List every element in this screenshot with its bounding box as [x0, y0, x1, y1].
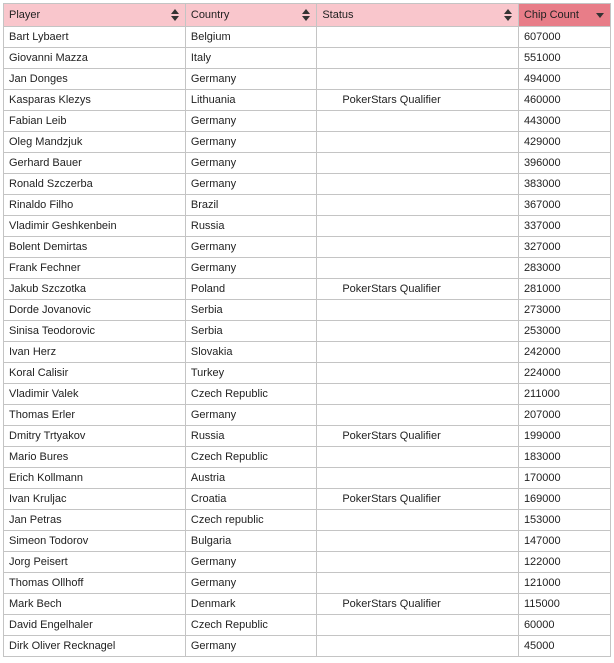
column-header-label: Status	[322, 9, 354, 21]
player-cell: Mark Bech	[4, 594, 186, 615]
player-cell: Jan Donges	[4, 69, 186, 90]
status-cell	[317, 342, 519, 363]
chip-count-cell: 153000	[518, 510, 610, 531]
country-cell: Germany	[185, 405, 316, 426]
player-cell: Thomas Ollhoff	[4, 573, 186, 594]
table-row	[4, 531, 611, 552]
chip-count-table-container	[3, 3, 611, 657]
table-row	[4, 405, 611, 426]
chip-count-cell: 273000	[518, 300, 610, 321]
player-cell: Vladimir Valek	[4, 384, 186, 405]
country-cell: Czech Republic	[185, 615, 316, 636]
status-cell	[317, 195, 519, 216]
table-row	[4, 27, 611, 48]
player-cell: Koral Calisir	[4, 363, 186, 384]
table-row	[4, 510, 611, 531]
country-cell: Germany	[185, 552, 316, 573]
chip-count-cell: 121000	[518, 573, 610, 594]
player-cell: Fabian Leib	[4, 111, 186, 132]
status-cell: PokerStars Qualifier	[317, 489, 519, 510]
country-cell: Germany	[185, 258, 316, 279]
country-cell: Germany	[185, 174, 316, 195]
country-cell: Czech Republic	[185, 384, 316, 405]
player-cell: Thomas Erler	[4, 405, 186, 426]
player-cell: Gerhard Bauer	[4, 153, 186, 174]
status-cell: PokerStars Qualifier	[317, 426, 519, 447]
table-row	[4, 90, 611, 111]
table-row	[4, 258, 611, 279]
table-row	[4, 153, 611, 174]
chip-count-cell: 242000	[518, 342, 610, 363]
table-row	[4, 594, 611, 615]
player-cell: Simeon Todorov	[4, 531, 186, 552]
player-cell: David Engelhaler	[4, 615, 186, 636]
status-cell: PokerStars Qualifier	[317, 279, 519, 300]
chip-count-cell: 337000	[518, 216, 610, 237]
status-cell	[317, 237, 519, 258]
status-cell: PokerStars Qualifier	[317, 594, 519, 615]
country-cell: Belgium	[185, 27, 316, 48]
chip-count-cell: 115000	[518, 594, 610, 615]
country-cell: Russia	[185, 426, 316, 447]
table-row	[4, 279, 611, 300]
sort-both-icon	[171, 9, 179, 21]
country-cell: Turkey	[185, 363, 316, 384]
chip-count-cell: 494000	[518, 69, 610, 90]
chip-count-cell: 551000	[518, 48, 610, 69]
table-row	[4, 342, 611, 363]
table-row	[4, 237, 611, 258]
country-cell: Brazil	[185, 195, 316, 216]
table-row	[4, 69, 611, 90]
player-cell: Rinaldo Filho	[4, 195, 186, 216]
country-cell: Austria	[185, 468, 316, 489]
country-cell: Slovakia	[185, 342, 316, 363]
chip-count-cell: 224000	[518, 363, 610, 384]
player-cell: Mario Bures	[4, 447, 186, 468]
player-cell: Erich Kollmann	[4, 468, 186, 489]
column-header-status[interactable]	[317, 4, 519, 27]
chip-count-cell: 443000	[518, 111, 610, 132]
table-row	[4, 426, 611, 447]
table-row	[4, 552, 611, 573]
status-cell	[317, 27, 519, 48]
country-cell: Croatia	[185, 489, 316, 510]
status-cell	[317, 69, 519, 90]
chip-count-cell: 281000	[518, 279, 610, 300]
table-row	[4, 216, 611, 237]
status-cell	[317, 153, 519, 174]
chip-count-cell: 283000	[518, 258, 610, 279]
country-cell: Italy	[185, 48, 316, 69]
status-cell	[317, 384, 519, 405]
status-cell	[317, 300, 519, 321]
table-row	[4, 111, 611, 132]
player-cell: Jorg Peisert	[4, 552, 186, 573]
status-cell	[317, 48, 519, 69]
player-cell: Ivan Herz	[4, 342, 186, 363]
status-cell: PokerStars Qualifier	[317, 90, 519, 111]
player-cell: Frank Fechner	[4, 258, 186, 279]
chip-count-cell: 383000	[518, 174, 610, 195]
player-cell: Vladimir Geshkenbein	[4, 216, 186, 237]
table-row	[4, 132, 611, 153]
chip-count-cell: 45000	[518, 636, 610, 657]
status-cell	[317, 468, 519, 489]
country-cell: Czech Republic	[185, 447, 316, 468]
player-cell: Jan Petras	[4, 510, 186, 531]
country-cell: Bulgaria	[185, 531, 316, 552]
country-cell: Russia	[185, 216, 316, 237]
player-cell: Dmitry Trtyakov	[4, 426, 186, 447]
country-cell: Denmark	[185, 594, 316, 615]
chip-count-cell: 60000	[518, 615, 610, 636]
column-header-label: Player	[9, 9, 41, 21]
chip-count-cell: 396000	[518, 153, 610, 174]
country-cell: Lithuania	[185, 90, 316, 111]
chip-count-cell: 169000	[518, 489, 610, 510]
player-cell: Dirk Oliver Recknagel	[4, 636, 186, 657]
player-cell: Bolent Demirtas	[4, 237, 186, 258]
status-cell	[317, 321, 519, 342]
status-cell	[317, 552, 519, 573]
chip-count-cell: 253000	[518, 321, 610, 342]
country-cell: Germany	[185, 237, 316, 258]
chip-count-cell: 170000	[518, 468, 610, 489]
chip-count-table	[3, 3, 611, 657]
status-cell	[317, 363, 519, 384]
country-cell: Germany	[185, 132, 316, 153]
chip-count-cell: 183000	[518, 447, 610, 468]
header-row	[4, 4, 611, 27]
table-row	[4, 447, 611, 468]
status-cell	[317, 258, 519, 279]
sort-both-icon	[302, 9, 310, 21]
status-cell	[317, 636, 519, 657]
table-row	[4, 573, 611, 594]
table-header	[4, 4, 611, 27]
player-cell: Sinisa Teodorovic	[4, 321, 186, 342]
table-row	[4, 489, 611, 510]
chip-count-cell: 147000	[518, 531, 610, 552]
status-cell	[317, 405, 519, 426]
sort-descending-icon	[596, 9, 604, 21]
country-cell: Serbia	[185, 321, 316, 342]
country-cell: Germany	[185, 69, 316, 90]
sort-both-icon	[504, 9, 512, 21]
table-row	[4, 468, 611, 489]
table-row	[4, 48, 611, 69]
table-row	[4, 300, 611, 321]
status-cell	[317, 531, 519, 552]
player-cell: Ronald Szczerba	[4, 174, 186, 195]
chip-count-cell: 367000	[518, 195, 610, 216]
status-cell	[317, 447, 519, 468]
status-cell	[317, 216, 519, 237]
chip-count-cell: 122000	[518, 552, 610, 573]
country-cell: Germany	[185, 636, 316, 657]
status-cell	[317, 573, 519, 594]
player-cell: Giovanni Mazza	[4, 48, 186, 69]
chip-count-cell: 607000	[518, 27, 610, 48]
table-row	[4, 195, 611, 216]
table-row	[4, 384, 611, 405]
player-cell: Oleg Mandzjuk	[4, 132, 186, 153]
chip-count-cell: 460000	[518, 90, 610, 111]
table-row	[4, 615, 611, 636]
column-header-label: Country	[190, 9, 230, 21]
country-cell: Germany	[185, 153, 316, 174]
player-cell: Kasparas Klezys	[4, 90, 186, 111]
table-row	[4, 321, 611, 342]
column-header-country[interactable]	[185, 4, 316, 27]
country-cell: Poland	[185, 279, 316, 300]
player-cell: Bart Lybaert	[4, 27, 186, 48]
chip-count-cell: 211000	[518, 384, 610, 405]
column-header-label: Chip Count	[523, 9, 579, 21]
country-cell: Czech republic	[185, 510, 316, 531]
player-cell: Dorde Jovanovic	[4, 300, 186, 321]
column-header-chip-count[interactable]	[518, 4, 610, 27]
chip-count-cell: 429000	[518, 132, 610, 153]
table-body	[4, 27, 611, 657]
player-cell: Ivan Kruljac	[4, 489, 186, 510]
column-header-player[interactable]	[4, 4, 186, 27]
country-cell: Germany	[185, 573, 316, 594]
status-cell	[317, 510, 519, 531]
table-row	[4, 174, 611, 195]
status-cell	[317, 111, 519, 132]
table-row	[4, 363, 611, 384]
country-cell: Germany	[185, 111, 316, 132]
table-row	[4, 636, 611, 657]
chip-count-cell: 327000	[518, 237, 610, 258]
country-cell: Serbia	[185, 300, 316, 321]
chip-count-cell: 199000	[518, 426, 610, 447]
status-cell	[317, 132, 519, 153]
player-cell: Jakub Szczotka	[4, 279, 186, 300]
chip-count-cell: 207000	[518, 405, 610, 426]
status-cell	[317, 615, 519, 636]
status-cell	[317, 174, 519, 195]
